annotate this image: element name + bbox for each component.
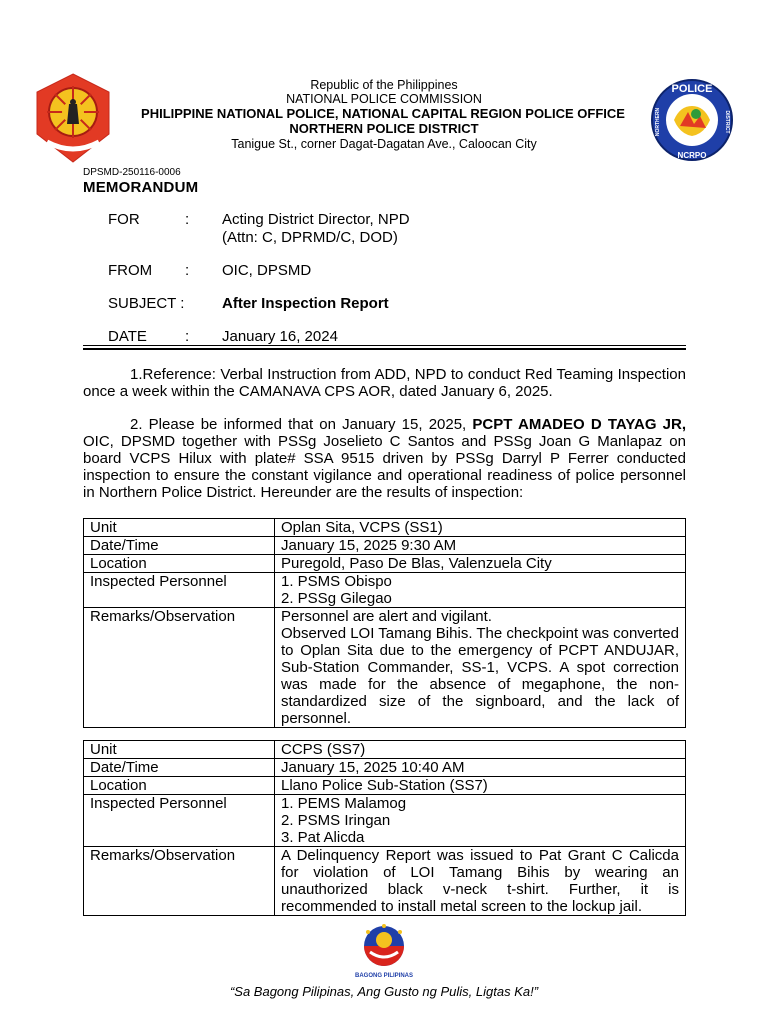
- for-attn-value: (Attn: C, DPRMD/C, DOD): [222, 229, 398, 246]
- memo-title: MEMORANDUM: [83, 179, 199, 196]
- personnel-item: 3. Pat Alicda: [281, 829, 365, 846]
- header-pnp-ncrpo: PHILIPPINE NATIONAL POLICE, NATIONAL CAPITAL REGION POLICE OFFICE: [141, 106, 625, 121]
- table-row: [84, 759, 686, 777]
- datetime-label: Date/Time: [84, 537, 275, 555]
- table-row: [84, 608, 686, 728]
- unit-value: CCPS (SS7): [275, 741, 686, 759]
- inspection-table-1: [83, 518, 686, 728]
- paragraph-reference: 1.Reference: Verbal Instruction from ADD, NPD to conduct Red Teaming Inspection once a week within the CAMANAVA CPS AOR, dated January 6, 2025.: [83, 366, 686, 400]
- remarks-line: Observed LOI Tamang Bihis. The checkpoint was converted to Oplan Sita due to the emergency of PCPT ANDUJAR, Sub-Station Commander, SS-1, VCPS. A spot correction was made for the absence of megaphone, the non-standardized size of the signboard, and the lack of personnel.: [281, 625, 679, 727]
- date-colon: :: [185, 328, 190, 345]
- datetime-value: January 15, 2025 10:40 AM: [275, 759, 686, 777]
- personnel-value: [275, 795, 686, 847]
- location-label: Location: [84, 777, 275, 795]
- header-rule-thin: [83, 345, 686, 346]
- personnel-item: 2. PSSg Gilegao: [281, 590, 392, 607]
- header-address: Tanigue St., corner Dagat-Dagatan Ave., Caloocan City: [231, 137, 537, 151]
- personnel-value: [275, 573, 686, 608]
- inspector-name: PCPT AMADEO D TAYAG JR,: [472, 416, 687, 433]
- table-row: [84, 555, 686, 573]
- svg-text:NCRPO: NCRPO: [677, 151, 707, 160]
- personnel-label: Inspected Personnel: [84, 573, 275, 608]
- memo-reference-code: DPSMD-250116-0006: [83, 167, 181, 178]
- paragraph-2-start: 2. Please be informed that on January 15, 2025,: [130, 416, 473, 433]
- unit-label: Unit: [84, 741, 275, 759]
- table-row: [84, 573, 686, 608]
- personnel-label: Inspected Personnel: [84, 795, 275, 847]
- for-label: FOR: [108, 211, 140, 228]
- footer-slogan: “Sa Bagong Pilipinas, Ang Gusto ng Pulis, Ligtas Ka!”: [229, 984, 539, 999]
- bagong-pilipinas-logo: [348, 922, 420, 980]
- remarks-line: A Delinquency Report was issued to Pat Grant C Calicda for violation of LOI Tamang Bihis by wearing an unauthorized black v-neck t-shirt. Further, it is recommended to install metal screen to the lockup jail.: [281, 847, 679, 915]
- location-label: Location: [84, 555, 275, 573]
- inspection-table-2: [83, 740, 686, 916]
- header-npd: NORTHERN POLICE DISTRICT: [289, 121, 479, 136]
- remarks-value: [275, 847, 686, 916]
- table-row: [84, 777, 686, 795]
- table-row: [84, 519, 686, 537]
- svg-text:POLICE: POLICE: [671, 83, 713, 95]
- header-republic: Republic of the Philippines: [310, 78, 458, 92]
- remarks-label: Remarks/Observation: [84, 847, 275, 916]
- remarks-line: Personnel are alert and vigilant.: [281, 608, 492, 625]
- header-rule-thick: [83, 348, 686, 350]
- table-row: [84, 741, 686, 759]
- personnel-item: 1. PSMS Obispo: [281, 573, 392, 590]
- location-value: Llano Police Sub-Station (SS7): [275, 777, 686, 795]
- datetime-label: Date/Time: [84, 759, 275, 777]
- datetime-value: January 15, 2025 9:30 AM: [275, 537, 686, 555]
- personnel-item: 2. PSMS Iringan: [281, 812, 391, 829]
- from-value: OIC, DPSMD: [222, 262, 312, 279]
- date-label: DATE: [108, 328, 147, 345]
- paragraph-2-rest: OIC, DPSMD together with PSSg Joselieto C Santos and PSSg Joan G Manlapaz on board VCPS Hilux with plate# SSA 9515 driven by PSSg Darryl P Ferrer conducted inspection to ensure the constant vigilance and operational readiness of police personnel in Northern Police District. Hereunder are the results of inspection:: [83, 433, 686, 501]
- paragraph-inspection-details: [83, 416, 686, 501]
- from-colon: :: [185, 262, 190, 279]
- from-label: FROM: [108, 262, 153, 279]
- remarks-value: [275, 608, 686, 728]
- subject-value: After Inspection Report: [222, 295, 389, 312]
- remarks-label: Remarks/Observation: [84, 608, 275, 728]
- personnel-item: 1. PEMS Malamog: [281, 795, 407, 812]
- location-value: Puregold, Paso De Blas, Valenzuela City: [275, 555, 686, 573]
- date-value: January 16, 2024: [222, 328, 338, 345]
- table-row: [84, 537, 686, 555]
- unit-label: Unit: [84, 519, 275, 537]
- unit-value: Oplan Sita, VCPS (SS1): [275, 519, 686, 537]
- table-row: [84, 795, 686, 847]
- header-napolcom: NATIONAL POLICE COMMISSION: [286, 92, 482, 106]
- for-value: Acting District Director, NPD: [222, 211, 410, 228]
- svg-text:BAGONG PILIPINAS: BAGONG PILIPINAS: [354, 973, 414, 979]
- svg-text:DISTRICT: DISTRICT: [724, 110, 730, 134]
- svg-text:NORTHERN: NORTHERN: [655, 107, 661, 137]
- table-row: [84, 847, 686, 916]
- for-colon: :: [185, 211, 190, 228]
- subject-label: SUBJECT :: [108, 295, 185, 312]
